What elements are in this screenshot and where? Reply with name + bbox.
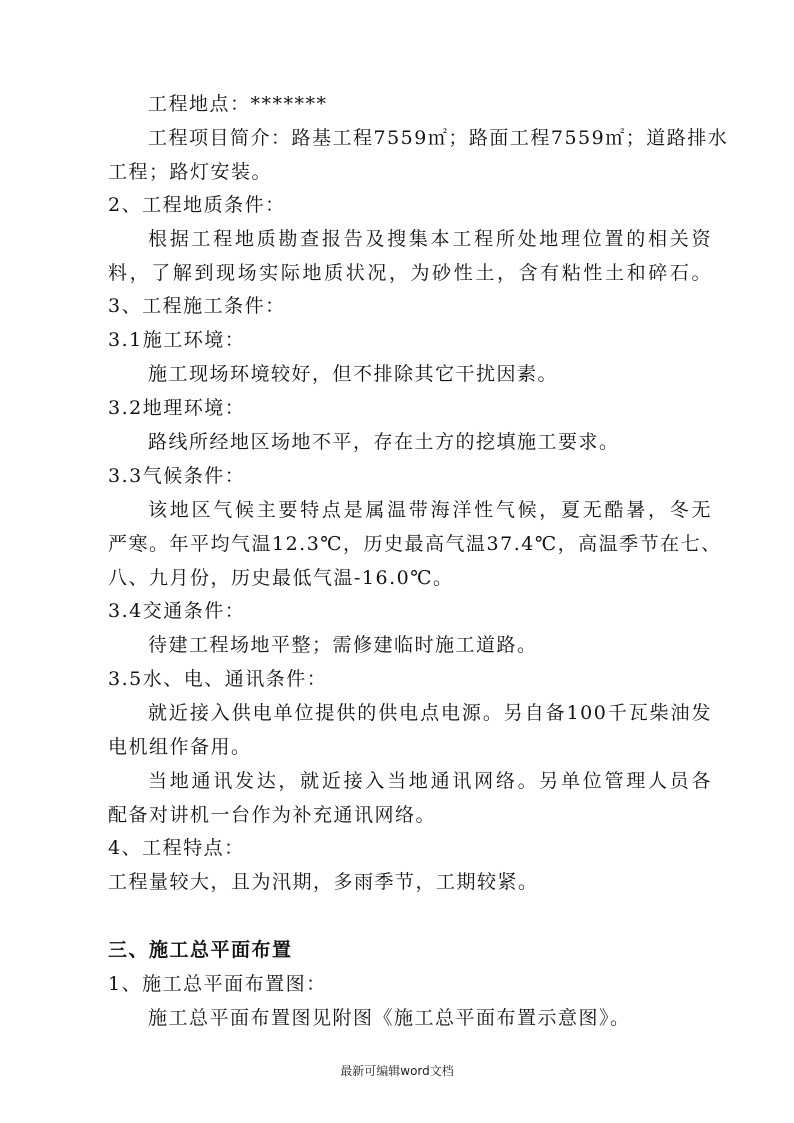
project-features-text: 工程量较大，且为汛期，多雨季节，工期较紧。 <box>108 871 539 893</box>
section-geology-title: 2、工程地质条件： <box>108 194 286 216</box>
layout-plan-subheading: 1、施工总平面布置图： <box>108 973 327 995</box>
climate-paragraph-line-1: 该地区气候主要特点是属温带海洋性气候，夏无酷暑，冬无 <box>148 499 712 521</box>
communication-paragraph-line-1: 当地通讯发达，就近接入当地通讯网络。另单位管理人员各 <box>148 770 712 792</box>
subsection-climate: 3.3气候条件： <box>108 465 246 487</box>
project-location: 工程地点：******* <box>148 93 328 115</box>
climate-paragraph-line-2: 严寒。年平均气温12.3℃，历史最高气温37.4℃，高温季节在七、 <box>108 533 722 555</box>
subsection-traffic: 3.4交通条件： <box>108 600 246 622</box>
subsection-utilities: 3.5水、电、通讯条件： <box>108 668 328 690</box>
project-summary-line-2: 工程；路灯安装。 <box>108 161 273 183</box>
page-footer: 最新可编辑word文档 <box>340 1064 454 1078</box>
subsection-construction-environment: 3.1施工环境： <box>108 329 246 351</box>
section-construction-conditions-title: 3、工程施工条件： <box>108 295 286 317</box>
construction-environment-text: 施工现场环境较好，但不排除其它干扰因素。 <box>148 363 559 385</box>
geology-paragraph-line-2: 料，了解到现场实际地质状况，为砂性土，含有粘性土和碎石。 <box>108 262 712 284</box>
layout-plan-text: 施工总平面布置图见附图《施工总平面布置示意图》。 <box>148 1007 631 1029</box>
geology-paragraph-line-1: 根据工程地质勘查报告及搜集本工程所处地理位置的相关资 <box>148 228 712 250</box>
project-summary-line-1: 工程项目简介：路基工程7559㎡；路面工程7559㎡；道路排水 <box>148 127 729 149</box>
climate-paragraph-line-3: 八、九月份，历史最低气温-16.0℃。 <box>108 567 454 589</box>
traffic-text: 待建工程场地平整；需修建临时施工道路。 <box>148 634 538 656</box>
communication-paragraph-line-2: 配备对讲机一台作为补充通讯网络。 <box>108 804 437 826</box>
section-project-features-title: 4、工程特点： <box>108 837 245 859</box>
power-paragraph-line-2: 电机组作备用。 <box>108 736 252 758</box>
section-three-heading: 三、施工总平面布置 <box>108 939 293 961</box>
geographic-environment-text: 路线所经地区场地不平，存在土方的挖填施工要求。 <box>148 431 620 453</box>
power-paragraph-line-1: 就近接入供电单位提供的供电点电源。另自备100千瓦柴油发 <box>148 702 712 724</box>
subsection-geographic-environment: 3.2地理环境： <box>108 397 246 419</box>
